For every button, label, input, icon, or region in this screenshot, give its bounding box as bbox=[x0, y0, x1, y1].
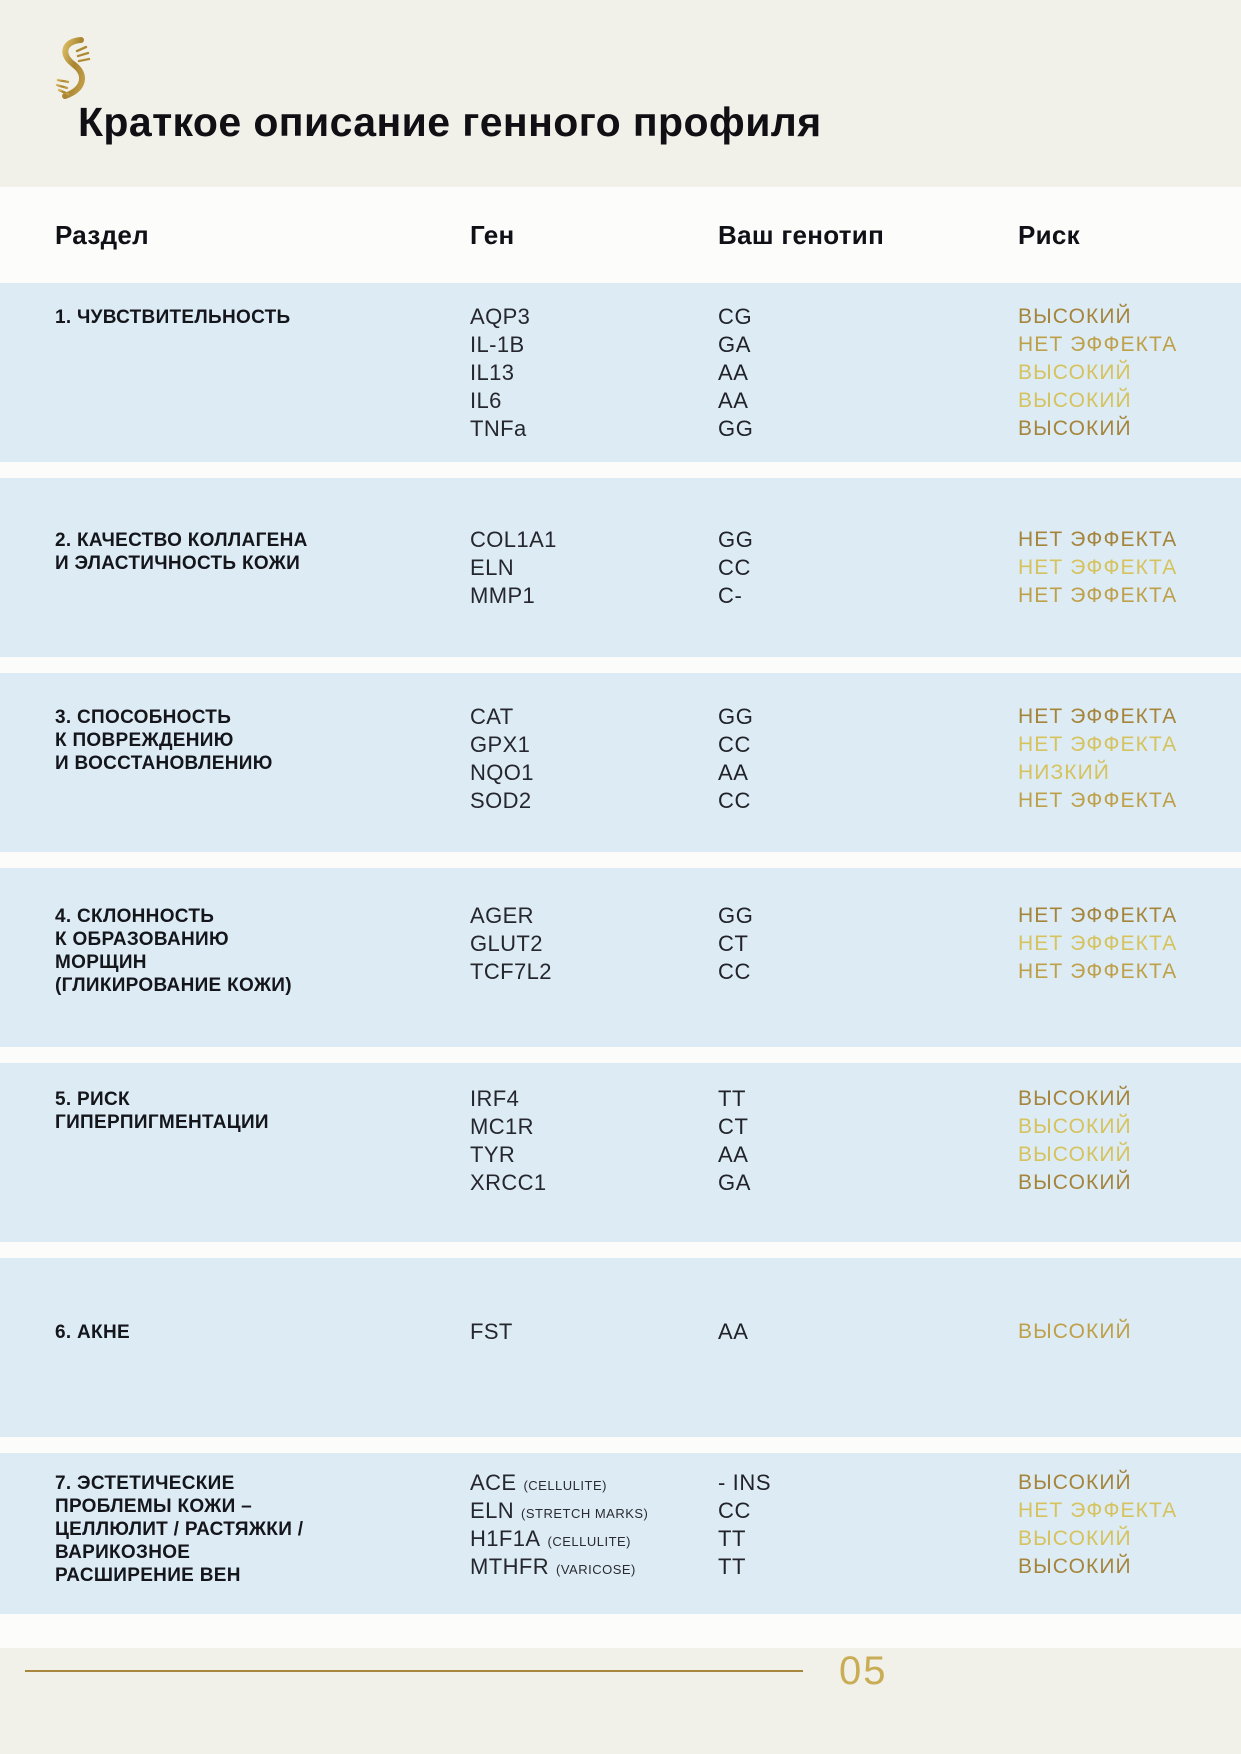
section-block bbox=[0, 673, 1241, 852]
gene-row bbox=[470, 759, 1241, 787]
genotype-value: GG bbox=[718, 527, 754, 552]
gene-row bbox=[470, 387, 1241, 415]
genotype-value: CC bbox=[718, 555, 751, 580]
gene-name: SOD2 bbox=[470, 788, 532, 813]
gene-name: ACE (CELLULITE) bbox=[470, 1470, 607, 1495]
gene-name: TCF7L2 bbox=[470, 959, 552, 984]
gene-name: TYR bbox=[470, 1142, 516, 1167]
gene-note: (CELLULITE) bbox=[523, 1478, 607, 1493]
column-header-section: Раздел bbox=[55, 219, 149, 250]
section-rows bbox=[470, 1469, 1241, 1614]
column-header-risk: Риск bbox=[1018, 219, 1080, 250]
gene-name: H1F1A (CELLULITE) bbox=[470, 1526, 632, 1551]
footer-divider-line bbox=[25, 1670, 803, 1672]
section-block bbox=[0, 868, 1241, 1047]
gene-row bbox=[470, 731, 1241, 759]
section-label-line: И ВОССТАНОВЛЕНИЮ bbox=[55, 753, 273, 774]
gene-row bbox=[470, 1085, 1241, 1113]
section-label-line: ВАРИКОЗНОЕ bbox=[55, 1542, 191, 1563]
risk-value: ВЫСОКИЙ bbox=[1018, 389, 1132, 412]
genotype-value: CC bbox=[718, 788, 751, 813]
genotype-value: CG bbox=[718, 304, 753, 329]
section-label-line: 1. ЧУВСТВИТЕЛЬНОСТЬ bbox=[55, 307, 291, 328]
risk-value: ВЫСОКИЙ bbox=[1018, 1320, 1132, 1343]
risk-value: ВЫСОКИЙ bbox=[1018, 1555, 1132, 1578]
genotype-value: AA bbox=[718, 1142, 749, 1167]
risk-value: НЕТ ЭФФЕКТА bbox=[1018, 1499, 1178, 1522]
section-label bbox=[55, 1318, 470, 1437]
gene-note: (CELLULITE) bbox=[547, 1534, 632, 1549]
gene-row bbox=[470, 1141, 1241, 1169]
section-label bbox=[55, 1085, 470, 1242]
section-label-line: К ПОВРЕЖДЕНИЮ bbox=[55, 730, 234, 751]
risk-value: ВЫСОКИЙ bbox=[1018, 1471, 1132, 1494]
gene-row bbox=[470, 1113, 1241, 1141]
section-label-line: ГИПЕРПИГМЕНТАЦИИ bbox=[55, 1112, 269, 1133]
gene-profile-table bbox=[0, 187, 1241, 1648]
genotype-value: CT bbox=[718, 1114, 749, 1139]
gene-row bbox=[470, 703, 1241, 731]
gene-note: (STRETCH MARKS) bbox=[521, 1506, 649, 1521]
gene-name: IL13 bbox=[470, 360, 515, 385]
risk-value: НИЗКИЙ bbox=[1018, 761, 1110, 784]
gene-row bbox=[470, 359, 1241, 387]
section-label bbox=[55, 703, 470, 852]
gene-name: IRF4 bbox=[470, 1086, 520, 1111]
genotype-value: TT bbox=[718, 1086, 747, 1111]
gene-name: IL6 bbox=[470, 388, 502, 413]
gene-row bbox=[470, 1497, 1241, 1525]
section-label-line: К ОБРАЗОВАНИЮ bbox=[55, 929, 229, 950]
gene-name: TNFa bbox=[470, 416, 527, 441]
section-label-line: ПРОБЛЕМЫ КОЖИ – bbox=[55, 1496, 253, 1517]
section-label-line: РАСШИРЕНИЕ ВЕН bbox=[55, 1565, 241, 1586]
genotype-value: AA bbox=[718, 360, 749, 385]
sections bbox=[0, 283, 1241, 1614]
section-rows bbox=[470, 1085, 1241, 1242]
section-label-line: 3. СПОСОБНОСТЬ bbox=[55, 707, 232, 728]
gene-row bbox=[470, 331, 1241, 359]
section-label-line: (ГЛИКИРОВАНИЕ КОЖИ) bbox=[55, 975, 292, 996]
gene-row bbox=[470, 1469, 1241, 1497]
section-rows bbox=[470, 526, 1241, 657]
risk-value: НЕТ ЭФФЕКТА bbox=[1018, 932, 1178, 955]
genotype-value: GG bbox=[718, 704, 754, 729]
genotype-value: AA bbox=[718, 1319, 749, 1344]
genotype-value: CT bbox=[718, 931, 749, 956]
section-label bbox=[55, 303, 470, 462]
dna-helix-icon bbox=[52, 36, 94, 107]
page-footer bbox=[0, 1648, 1241, 1754]
gene-name: AGER bbox=[470, 903, 534, 928]
risk-value: ВЫСОКИЙ bbox=[1018, 1143, 1132, 1166]
gene-name: GLUT2 bbox=[470, 931, 543, 956]
gene-name: ELN (STRETCH MARKS) bbox=[470, 1498, 649, 1523]
genotype-value: CC bbox=[718, 732, 751, 757]
column-header-gene: Ген bbox=[470, 219, 515, 250]
gene-row bbox=[470, 415, 1241, 443]
section-label bbox=[55, 526, 470, 657]
risk-value: НЕТ ЭФФЕКТА bbox=[1018, 960, 1178, 983]
gene-name: GPX1 bbox=[470, 732, 531, 757]
gene-note: (VARICOSE) bbox=[555, 1562, 636, 1577]
gene-name: IL-1B bbox=[470, 332, 525, 357]
risk-value: НЕТ ЭФФЕКТА bbox=[1018, 733, 1178, 756]
risk-value: ВЫСОКИЙ bbox=[1018, 417, 1132, 440]
risk-value: ВЫСОКИЙ bbox=[1018, 1115, 1132, 1138]
risk-value: НЕТ ЭФФЕКТА bbox=[1018, 789, 1178, 812]
genotype-value: C- bbox=[718, 583, 743, 608]
page-number: 05 bbox=[839, 1648, 888, 1693]
gene-row bbox=[470, 582, 1241, 610]
section-rows bbox=[470, 303, 1241, 462]
risk-value: НЕТ ЭФФЕКТА bbox=[1018, 904, 1178, 927]
gene-name: FST bbox=[470, 1319, 513, 1344]
gene-row bbox=[470, 554, 1241, 582]
gene-name: NQO1 bbox=[470, 760, 534, 785]
risk-value: НЕТ ЭФФЕКТА bbox=[1018, 528, 1178, 551]
section-block bbox=[0, 1063, 1241, 1242]
section-block bbox=[0, 1453, 1241, 1614]
column-header-genotype: Ваш генотип bbox=[718, 219, 885, 250]
gene-name: MMP1 bbox=[470, 583, 536, 608]
risk-value: НЕТ ЭФФЕКТА bbox=[1018, 584, 1178, 607]
risk-value: НЕТ ЭФФЕКТА bbox=[1018, 556, 1178, 579]
gene-row bbox=[470, 1318, 1241, 1346]
section-label bbox=[55, 1469, 470, 1614]
table-header-row bbox=[0, 187, 1241, 283]
gene-name: AQP3 bbox=[470, 304, 531, 329]
section-label-line: 5. РИСК bbox=[55, 1089, 130, 1110]
gene-row bbox=[470, 1525, 1241, 1553]
risk-value: НЕТ ЭФФЕКТА bbox=[1018, 333, 1178, 356]
gene-row bbox=[470, 930, 1241, 958]
section-rows bbox=[470, 1318, 1241, 1437]
gene-name: XRCC1 bbox=[470, 1170, 547, 1195]
genotype-value: CC bbox=[718, 959, 751, 984]
gene-row bbox=[470, 958, 1241, 986]
genotype-value: AA bbox=[718, 388, 749, 413]
page-title: Краткое описание генного профиля bbox=[78, 99, 822, 145]
risk-value: ВЫСОКИЙ bbox=[1018, 1087, 1132, 1110]
genotype-value: TT bbox=[718, 1554, 747, 1579]
gene-row bbox=[470, 1169, 1241, 1197]
section-label bbox=[55, 902, 470, 1047]
genotype-value: AA bbox=[718, 760, 749, 785]
section-block bbox=[0, 1258, 1241, 1437]
section-label-line: МОРЩИН bbox=[55, 952, 147, 973]
genotype-value: CC bbox=[718, 1498, 751, 1523]
page-header bbox=[0, 0, 1241, 187]
gene-name: COL1A1 bbox=[470, 527, 557, 552]
section-block bbox=[0, 283, 1241, 462]
gene-row bbox=[470, 303, 1241, 331]
genotype-value: GG bbox=[718, 903, 754, 928]
section-label-line: И ЭЛАСТИЧНОСТЬ КОЖИ bbox=[55, 553, 301, 574]
genotype-value: TT bbox=[718, 1526, 747, 1551]
section-label-line: 6. АКНЕ bbox=[55, 1322, 130, 1343]
section-label-line: 2. КАЧЕСТВО КОЛЛАГЕНА bbox=[55, 530, 308, 551]
section-rows bbox=[470, 703, 1241, 852]
gene-row bbox=[470, 1553, 1241, 1581]
risk-value: ВЫСОКИЙ bbox=[1018, 305, 1132, 328]
genotype-value: - INS bbox=[718, 1470, 772, 1495]
risk-value: ВЫСОКИЙ bbox=[1018, 361, 1132, 384]
gene-name: CAT bbox=[470, 704, 514, 729]
section-label-line: ЦЕЛЛЮЛИТ / РАСТЯЖКИ / bbox=[55, 1519, 304, 1540]
gene-row bbox=[470, 902, 1241, 930]
gene-row bbox=[470, 787, 1241, 815]
gene-name: MTHFR (VARICOSE) bbox=[470, 1554, 636, 1579]
gene-name: MC1R bbox=[470, 1114, 534, 1139]
genotype-value: GG bbox=[718, 416, 754, 441]
gene-row bbox=[470, 526, 1241, 554]
section-rows bbox=[470, 902, 1241, 1047]
section-block bbox=[0, 478, 1241, 657]
section-label-line: 4. СКЛОННОСТЬ bbox=[55, 906, 215, 927]
risk-value: НЕТ ЭФФЕКТА bbox=[1018, 705, 1178, 728]
gene-name: ELN bbox=[470, 555, 514, 580]
risk-value: ВЫСОКИЙ bbox=[1018, 1171, 1132, 1194]
genotype-value: GA bbox=[718, 332, 751, 357]
risk-value: ВЫСОКИЙ bbox=[1018, 1527, 1132, 1550]
section-label-line: 7. ЭСТЕТИЧЕСКИЕ bbox=[55, 1473, 235, 1494]
genotype-value: GA bbox=[718, 1170, 751, 1195]
